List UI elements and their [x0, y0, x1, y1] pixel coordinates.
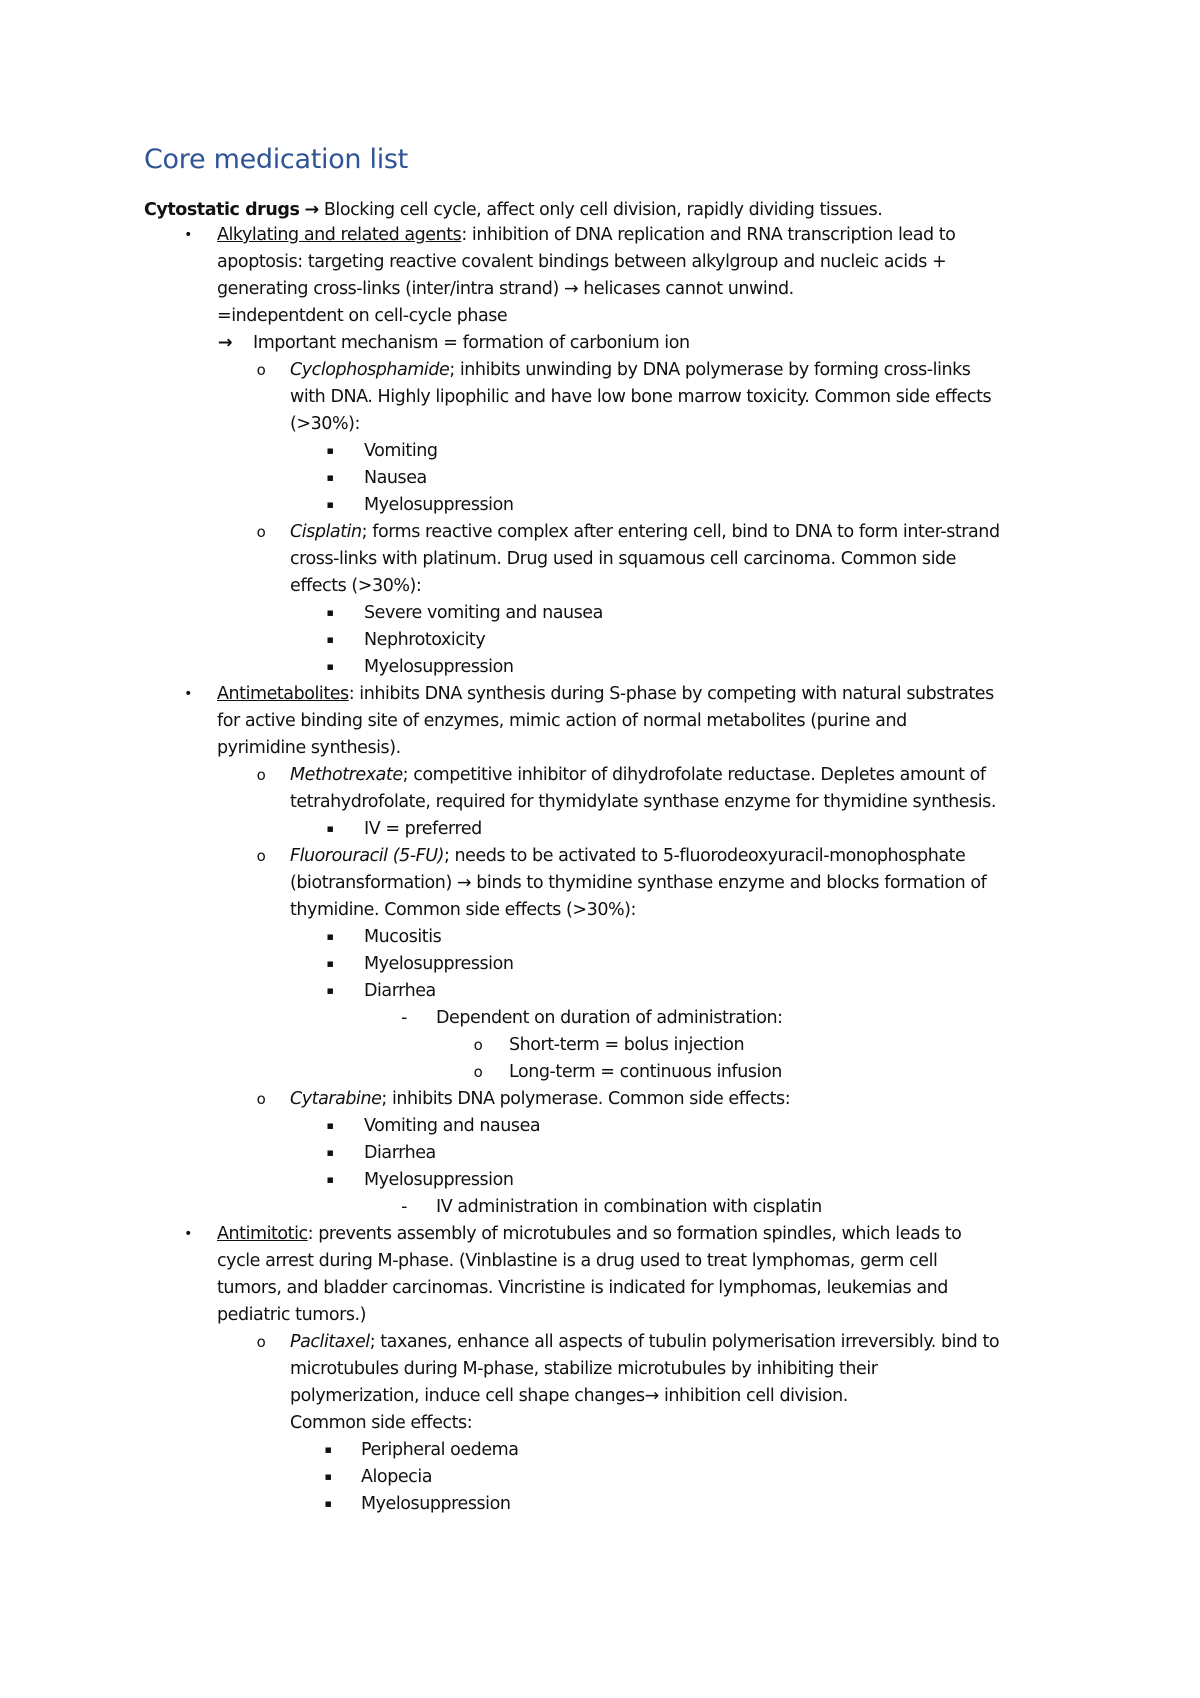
paclitaxel-line-1: Paclitaxel; taxanes, enhance all aspects of tubulin polymerisation irreversibly. bind to	[290, 1332, 1000, 1352]
square-bullet-icon: ▪	[326, 1146, 334, 1159]
antimitotic-line-4: pediatric tumors.)	[217, 1305, 366, 1325]
square-bullet-icon: ▪	[326, 1173, 334, 1186]
cisplatin-line-1: Cisplatin; forms reactive complex after entering cell, bind to DNA to form inter-strand	[290, 522, 1000, 542]
list-item: IV = preferred	[364, 819, 482, 839]
paclitaxel-line-3: polymerization, induce cell shape changes→ inhibition cell division.	[290, 1386, 848, 1406]
list-item: Myelosuppression	[364, 495, 514, 515]
circle-bullet-icon: o	[256, 1090, 266, 1108]
dash-bullet-icon: -	[401, 1008, 407, 1028]
list-item: Vomiting	[364, 441, 438, 461]
paclitaxel-line-4: Common side effects:	[290, 1413, 473, 1433]
methotrexate-line-1: Methotrexate; competitive inhibitor of dihydrofolate reductase. Depletes amount of	[290, 765, 986, 785]
square-bullet-icon: ▪	[326, 471, 334, 484]
circle-bullet-icon: o	[473, 1036, 483, 1054]
square-bullet-icon: ▪	[324, 1443, 332, 1456]
alkylating-line-3: generating cross-links (inter/intra strand) → helicases cannot unwind.	[217, 279, 794, 299]
antimitotic-name: Antimitotic	[217, 1224, 308, 1244]
cyclo-line-2: with DNA. Highly lipophilic and have low bone marrow toxicity. Common side effects	[290, 387, 992, 407]
alkylating-name: Alkylating and related agents	[217, 225, 462, 245]
square-bullet-icon: ▪	[326, 498, 334, 511]
list-item: Diarrhea	[364, 981, 436, 1001]
antimitotic-line-1: Antimitotic: prevents assembly of microtubules and so formation spindles, which leads to	[217, 1224, 962, 1244]
list-item: Myelosuppression	[361, 1494, 511, 1514]
cyclo-line-1: Cyclophosphamide; inhibits unwinding by DNA polymerase by forming cross-links	[290, 360, 971, 380]
page-title: Core medication list	[144, 144, 408, 175]
alkylating-line-1: Alkylating and related agents: inhibition of DNA replication and RNA transcription lead to	[217, 225, 956, 245]
section-header	[144, 197, 882, 223]
methotrexate-line-2: tetrahydrofolate, required for thymidylate synthase enzyme for thymidine synthesis.	[290, 792, 996, 812]
list-item: Severe vomiting and nausea	[364, 603, 603, 623]
fluorouracil-line-1: Fluorouracil (5-FU); needs to be activated to 5-fluorodeoxyuracil-monophosphate	[290, 846, 966, 866]
square-bullet-icon: ▪	[326, 984, 334, 997]
fluorouracil-line-3: thymidine. Common side effects (>30%):	[290, 900, 636, 920]
section-header-text: Blocking cell cycle, affect only cell division, rapidly dividing tissues.	[318, 200, 883, 220]
paclitaxel-name: Paclitaxel	[290, 1332, 370, 1352]
circle-bullet-icon: o	[256, 847, 266, 865]
cisplatin-line-3: effects (>30%):	[290, 576, 422, 596]
cyclo-name: Cyclophosphamide	[290, 360, 450, 380]
cytarabine-line-1: Cytarabine; inhibits DNA polymerase. Common side effects:	[290, 1089, 791, 1109]
methotrexate-name: Methotrexate	[290, 765, 403, 785]
square-bullet-icon: ▪	[326, 660, 334, 673]
square-bullet-icon: ▪	[326, 957, 334, 970]
cisplatin-line-2: cross-links with platinum. Drug used in squamous cell carcinoma. Common side	[290, 549, 956, 569]
paclitaxel-line-2: microtubules during M-phase, stabilize microtubules by inhibiting their	[290, 1359, 878, 1379]
list-item: Peripheral oedema	[361, 1440, 519, 1460]
circle-bullet-icon: o	[256, 1333, 266, 1351]
circle-bullet-icon: o	[256, 766, 266, 784]
circle-bullet-icon: o	[473, 1063, 483, 1081]
circle-bullet-icon: o	[256, 523, 266, 541]
arrow-icon: →	[217, 333, 233, 353]
cytarabine-name: Cytarabine	[290, 1089, 382, 1109]
arrow-icon: →	[304, 200, 319, 220]
circle-bullet-icon: o	[256, 361, 266, 379]
list-item: Mucositis	[364, 927, 442, 947]
antimitotic-line-3: tumors, and bladder carcinomas. Vincristine is indicated for lymphomas, leukemias and	[217, 1278, 948, 1298]
list-item: Short-term = bolus injection	[509, 1035, 745, 1055]
alkylating-line-2: apoptosis: targeting reactive covalent bindings between alkylgroup and nucleic acids +	[217, 252, 947, 272]
dash-bullet-icon: -	[401, 1197, 407, 1217]
list-item: Long-term = continuous infusion	[509, 1062, 782, 1082]
list-item: Nephrotoxicity	[364, 630, 486, 650]
list-item: Myelosuppression	[364, 954, 514, 974]
cyclo-line-3: (>30%):	[290, 414, 360, 434]
bullet-icon: •	[184, 227, 192, 243]
cisplatin-name: Cisplatin	[290, 522, 362, 542]
square-bullet-icon: ▪	[326, 444, 334, 457]
square-bullet-icon: ▪	[324, 1470, 332, 1483]
antimetabolites-line-3: pyrimidine synthesis).	[217, 738, 401, 758]
section-header-label: Cytostatic drugs	[144, 200, 300, 220]
square-bullet-icon: ▪	[326, 822, 334, 835]
list-item: Diarrhea	[364, 1143, 436, 1163]
fluorouracil-note: Dependent on duration of administration:	[436, 1008, 783, 1028]
list-item: Nausea	[364, 468, 427, 488]
bullet-icon: •	[184, 686, 192, 702]
alkylating-mechanism: Important mechanism = formation of carbonium ion	[253, 333, 690, 353]
square-bullet-icon: ▪	[324, 1497, 332, 1510]
antimitotic-line-2: cycle arrest during M-phase. (Vinblastine is a drug used to treat lymphomas, germ cell	[217, 1251, 938, 1271]
antimetabolites-line-1: Antimetabolites: inhibits DNA synthesis during S-phase by competing with natural substrates	[217, 684, 994, 704]
list-item: Myelosuppression	[364, 1170, 514, 1190]
square-bullet-icon: ▪	[326, 633, 334, 646]
square-bullet-icon: ▪	[326, 606, 334, 619]
alkylating-line-4: =indepentdent on cell-cycle phase	[217, 306, 508, 326]
fluorouracil-name: Fluorouracil (5-FU)	[290, 846, 444, 866]
cytarabine-note: IV administration in combination with cisplatin	[436, 1197, 822, 1217]
list-item: Vomiting and nausea	[364, 1116, 541, 1136]
square-bullet-icon: ▪	[326, 1119, 334, 1132]
antimetabolites-name: Antimetabolites	[217, 684, 349, 704]
antimetabolites-line-2: for active binding site of enzymes, mimic action of normal metabolites (purine and	[217, 711, 907, 731]
list-item: Myelosuppression	[364, 657, 514, 677]
list-item: Alopecia	[361, 1467, 433, 1487]
fluorouracil-line-2: (biotransformation) → binds to thymidine synthase enzyme and blocks formation of	[290, 873, 987, 893]
bullet-icon: •	[184, 1226, 192, 1242]
square-bullet-icon: ▪	[326, 930, 334, 943]
